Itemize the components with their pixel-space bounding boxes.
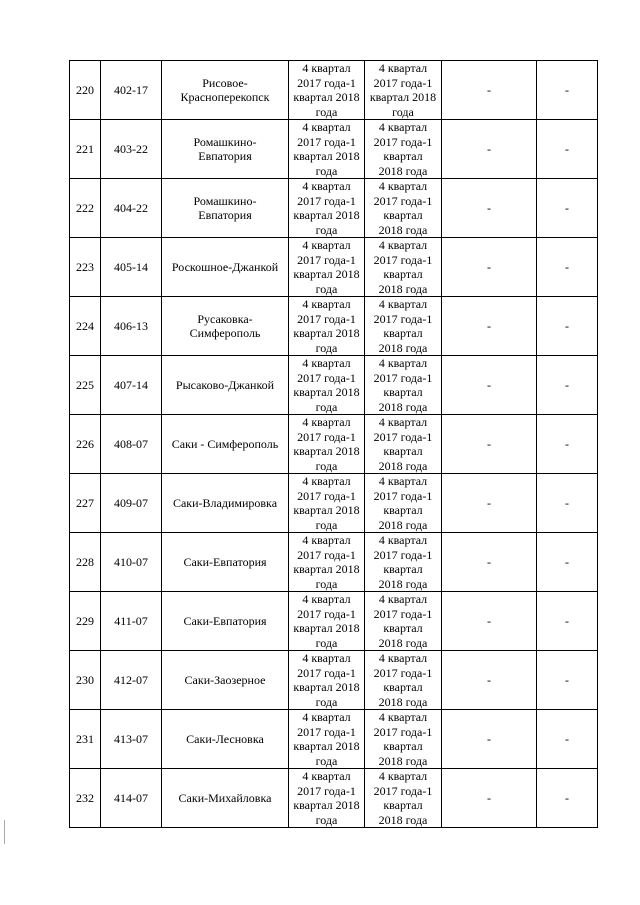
end-period-cell-text: 4 квартал 2017 года-1 квартал 2018 года	[373, 297, 433, 355]
row-number-cell-text: 232	[76, 790, 94, 805]
route-code-cell-text: 414-07	[114, 790, 148, 805]
route-code-cell-text: 406-13	[114, 318, 148, 333]
dash-cell	[537, 238, 598, 297]
route-name-cell	[162, 297, 289, 356]
route-code-cell-text: 405-14	[114, 259, 148, 274]
end-period-cell-text: 4 квартал 2017 года-1 квартал 2018 года	[373, 533, 433, 591]
route-name-cell	[162, 710, 289, 769]
row-number-cell-text: 224	[76, 318, 94, 333]
route-code-cell	[101, 533, 162, 592]
dash-cell	[442, 415, 537, 474]
table-row	[70, 179, 598, 238]
start-period-cell-text: 4 квартал 2017 года-1 квартал 2018 года	[293, 297, 360, 355]
route-code-cell-text: 413-07	[114, 731, 148, 746]
dash-cell	[442, 61, 537, 120]
table-row	[70, 297, 598, 356]
start-period-cell	[289, 474, 365, 533]
dash-cell	[442, 651, 537, 710]
dash-cell-text: -	[565, 200, 569, 215]
end-period-cell	[365, 769, 442, 828]
end-period-cell	[365, 120, 442, 179]
dash-cell	[537, 592, 598, 651]
row-number-cell-text: 225	[76, 377, 94, 392]
row-number-cell	[70, 474, 101, 533]
start-period-cell	[289, 533, 365, 592]
row-number-cell	[70, 533, 101, 592]
row-number-cell	[70, 120, 101, 179]
dash-cell	[537, 120, 598, 179]
start-period-cell-text: 4 квартал 2017 года-1 квартал 2018 года	[293, 356, 360, 414]
dash-cell	[537, 710, 598, 769]
row-number-cell-text: 227	[76, 495, 94, 510]
dash-cell	[442, 592, 537, 651]
table-row	[70, 238, 598, 297]
start-period-cell	[289, 415, 365, 474]
dash-cell-text: -	[565, 318, 569, 333]
dash-cell	[537, 297, 598, 356]
route-name-cell-text: Саки-Заозерное	[184, 672, 266, 687]
dash-cell-text: -	[487, 495, 491, 510]
route-code-cell	[101, 769, 162, 828]
start-period-cell-text: 4 квартал 2017 года-1 квартал 2018 года	[293, 61, 360, 119]
dash-cell	[442, 179, 537, 238]
dash-cell-text: -	[487, 672, 491, 687]
route-name-cell	[162, 533, 289, 592]
end-period-cell	[365, 474, 442, 533]
start-period-cell	[289, 297, 365, 356]
dash-cell	[442, 533, 537, 592]
route-code-cell	[101, 651, 162, 710]
row-number-cell	[70, 238, 101, 297]
dash-cell-text: -	[565, 672, 569, 687]
row-number-cell-text: 231	[76, 731, 94, 746]
route-name-cell-text: Саки-Евпатория	[183, 554, 267, 569]
row-number-cell	[70, 61, 101, 120]
route-code-cell-text: 412-07	[114, 672, 148, 687]
end-period-cell-text: 4 квартал 2017 года-1 квартал 2018 года	[373, 238, 433, 296]
route-name-cell	[162, 651, 289, 710]
dash-cell-text: -	[565, 731, 569, 746]
table-row	[70, 120, 598, 179]
row-number-cell-text: 229	[76, 613, 94, 628]
route-name-cell-text: Саки-Владимировка	[172, 495, 278, 510]
start-period-cell	[289, 120, 365, 179]
route-code-cell	[101, 592, 162, 651]
table-row	[70, 769, 598, 828]
end-period-cell	[365, 61, 442, 120]
end-period-cell-text: 4 квартал 2017 года-1 квартал 2018 года	[373, 415, 433, 473]
start-period-cell-text: 4 квартал 2017 года-1 квартал 2018 года	[293, 651, 360, 709]
end-period-cell	[365, 592, 442, 651]
route-name-cell	[162, 769, 289, 828]
table-row	[70, 61, 598, 120]
route-name-cell-text: Ромашкино- Евпатория	[193, 193, 257, 222]
route-code-cell-text: 402-17	[114, 82, 148, 97]
route-name-cell-text: Русаковка- Симферополь	[189, 311, 261, 340]
table-row	[70, 651, 598, 710]
route-name-cell	[162, 179, 289, 238]
route-code-cell	[101, 238, 162, 297]
route-name-cell-text: Саки-Лесновка	[186, 731, 264, 746]
start-period-cell-text: 4 квартал 2017 года-1 квартал 2018 года	[293, 474, 360, 532]
dash-cell-text: -	[565, 259, 569, 274]
table-row	[70, 415, 598, 474]
end-period-cell	[365, 179, 442, 238]
dash-cell-text: -	[565, 790, 569, 805]
dash-cell-text: -	[565, 82, 569, 97]
end-period-cell-text: 4 квартал 2017 года-1 квартал 2018 года	[373, 710, 433, 768]
route-name-cell	[162, 120, 289, 179]
dash-cell-text: -	[565, 495, 569, 510]
start-period-cell-text: 4 квартал 2017 года-1 квартал 2018 года	[293, 179, 360, 237]
route-name-cell-text: Роскошное-Джанкой	[171, 259, 279, 274]
end-period-cell-text: 4 квартал 2017 года-1 квартал 2018 года	[373, 120, 433, 178]
route-code-cell	[101, 415, 162, 474]
route-code-cell	[101, 356, 162, 415]
dash-cell	[537, 179, 598, 238]
end-period-cell-text: 4 квартал 2017 года-1 квартал 2018 года	[373, 356, 433, 414]
end-period-cell	[365, 356, 442, 415]
end-period-cell	[365, 297, 442, 356]
route-code-cell	[101, 710, 162, 769]
dash-cell	[442, 297, 537, 356]
dash-cell	[537, 533, 598, 592]
dash-cell-text: -	[487, 318, 491, 333]
dash-cell-text: -	[565, 613, 569, 628]
margin-mark	[4, 820, 5, 844]
row-number-cell-text: 230	[76, 672, 94, 687]
row-number-cell-text: 222	[76, 200, 94, 215]
route-name-cell-text: Рысаково-Джанкой	[175, 377, 275, 392]
table-body	[70, 61, 598, 828]
start-period-cell	[289, 710, 365, 769]
table-row	[70, 592, 598, 651]
start-period-cell	[289, 769, 365, 828]
route-name-cell-text: Рисовое- Красноперекопск	[180, 75, 270, 104]
route-name-cell-text: Саки-Михайловка	[178, 790, 272, 805]
route-name-cell-text: Ромашкино- Евпатория	[193, 134, 257, 163]
route-name-cell	[162, 356, 289, 415]
dash-cell	[537, 415, 598, 474]
route-code-cell	[101, 179, 162, 238]
dash-cell-text: -	[565, 141, 569, 156]
start-period-cell	[289, 179, 365, 238]
dash-cell-text: -	[487, 377, 491, 392]
dash-cell-text: -	[487, 82, 491, 97]
dash-cell	[442, 356, 537, 415]
route-name-cell	[162, 592, 289, 651]
start-period-cell-text: 4 квартал 2017 года-1 квартал 2018 года	[293, 592, 360, 650]
table-row	[70, 710, 598, 769]
end-period-cell-text: 4 квартал 2017 года-1 квартал 2018 года	[369, 61, 437, 119]
dash-cell-text: -	[487, 259, 491, 274]
end-period-cell	[365, 238, 442, 297]
start-period-cell-text: 4 квартал 2017 года-1 квартал 2018 года	[293, 769, 360, 827]
row-number-cell-text: 223	[76, 259, 94, 274]
end-period-cell-text: 4 квартал 2017 года-1 квартал 2018 года	[373, 769, 433, 827]
dash-cell-text: -	[565, 377, 569, 392]
route-code-cell-text: 408-07	[114, 436, 148, 451]
route-code-cell-text: 409-07	[114, 495, 148, 510]
table-row	[70, 533, 598, 592]
routes-table	[69, 60, 598, 828]
start-period-cell	[289, 238, 365, 297]
start-period-cell	[289, 651, 365, 710]
dash-cell	[442, 710, 537, 769]
route-name-cell-text: Саки - Симферополь	[171, 436, 279, 451]
dash-cell	[442, 474, 537, 533]
route-code-cell	[101, 474, 162, 533]
dash-cell	[442, 120, 537, 179]
row-number-cell	[70, 297, 101, 356]
row-number-cell	[70, 179, 101, 238]
end-period-cell	[365, 533, 442, 592]
route-code-cell-text: 403-22	[114, 141, 148, 156]
start-period-cell-text: 4 квартал 2017 года-1 квартал 2018 года	[293, 120, 360, 178]
dash-cell	[537, 769, 598, 828]
table-row	[70, 474, 598, 533]
dash-cell-text: -	[487, 200, 491, 215]
dash-cell	[537, 61, 598, 120]
route-code-cell	[101, 61, 162, 120]
row-number-cell	[70, 710, 101, 769]
route-code-cell-text: 410-07	[114, 554, 148, 569]
dash-cell-text: -	[487, 436, 491, 451]
end-period-cell-text: 4 квартал 2017 года-1 квартал 2018 года	[373, 651, 433, 709]
start-period-cell	[289, 61, 365, 120]
start-period-cell-text: 4 квартал 2017 года-1 квартал 2018 года	[293, 533, 360, 591]
start-period-cell	[289, 592, 365, 651]
dash-cell	[537, 474, 598, 533]
route-name-cell-text: Саки-Евпатория	[183, 613, 267, 628]
dash-cell-text: -	[565, 436, 569, 451]
end-period-cell-text: 4 квартал 2017 года-1 квартал 2018 года	[373, 179, 433, 237]
end-period-cell	[365, 651, 442, 710]
dash-cell-text: -	[565, 554, 569, 569]
dash-cell-text: -	[487, 141, 491, 156]
row-number-cell	[70, 651, 101, 710]
route-code-cell	[101, 297, 162, 356]
dash-cell	[442, 769, 537, 828]
route-code-cell	[101, 120, 162, 179]
dash-cell	[537, 356, 598, 415]
end-period-cell	[365, 710, 442, 769]
row-number-cell-text: 226	[76, 436, 94, 451]
start-period-cell-text: 4 квартал 2017 года-1 квартал 2018 года	[293, 238, 360, 296]
start-period-cell	[289, 356, 365, 415]
route-name-cell	[162, 238, 289, 297]
route-code-cell-text: 411-07	[114, 613, 148, 628]
end-period-cell	[365, 415, 442, 474]
dash-cell-text: -	[487, 731, 491, 746]
dash-cell	[442, 238, 537, 297]
route-code-cell-text: 404-22	[114, 200, 148, 215]
route-name-cell	[162, 415, 289, 474]
start-period-cell-text: 4 квартал 2017 года-1 квартал 2018 года	[293, 710, 360, 768]
route-code-cell-text: 407-14	[114, 377, 148, 392]
row-number-cell	[70, 592, 101, 651]
dash-cell-text: -	[487, 790, 491, 805]
route-name-cell	[162, 61, 289, 120]
route-name-cell	[162, 474, 289, 533]
row-number-cell	[70, 769, 101, 828]
dash-cell	[537, 651, 598, 710]
row-number-cell	[70, 415, 101, 474]
row-number-cell	[70, 356, 101, 415]
end-period-cell-text: 4 квартал 2017 года-1 квартал 2018 года	[373, 474, 433, 532]
end-period-cell-text: 4 квартал 2017 года-1 квартал 2018 года	[373, 592, 433, 650]
start-period-cell-text: 4 квартал 2017 года-1 квартал 2018 года	[293, 415, 360, 473]
dash-cell-text: -	[487, 554, 491, 569]
row-number-cell-text: 221	[76, 141, 94, 156]
table-row	[70, 356, 598, 415]
row-number-cell-text: 220	[76, 82, 94, 97]
dash-cell-text: -	[487, 613, 491, 628]
row-number-cell-text: 228	[76, 554, 94, 569]
